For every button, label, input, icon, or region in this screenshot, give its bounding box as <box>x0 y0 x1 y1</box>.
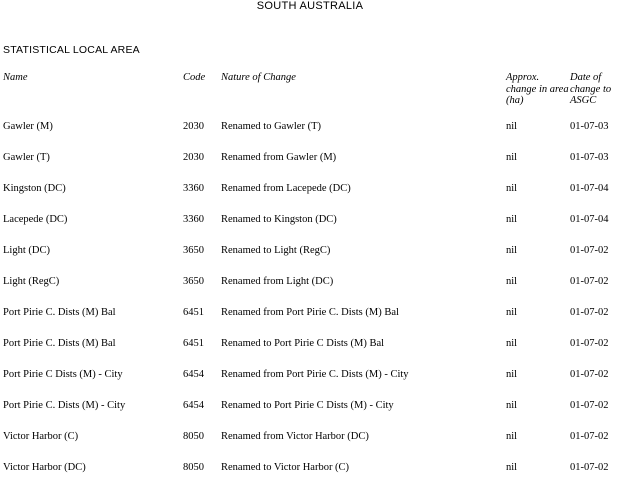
cell-date-of-change: 01-07-02 <box>570 244 609 256</box>
changes-table <box>3 72 617 493</box>
cell-date-of-change: 01-07-04 <box>570 213 609 225</box>
table-row <box>3 431 617 462</box>
cell-approx-change-in-area: nil <box>506 151 518 163</box>
column-header-date-of-change: Date of change to ASGC <box>570 72 612 106</box>
table-row <box>3 400 617 431</box>
cell-name: Port Pirie C. Dists (M) Bal <box>3 306 116 318</box>
cell-code: 3360 <box>183 213 204 225</box>
cell-code: 6451 <box>183 306 204 318</box>
cell-approx-change-in-area: nil <box>506 337 518 349</box>
cell-name: Port Pirie C. Dists (M) - City <box>3 399 126 411</box>
cell-nature-of-change: Renamed from Victor Harbor (DC) <box>221 430 369 442</box>
cell-code: 6451 <box>183 337 204 349</box>
table-row <box>3 214 617 245</box>
column-header-code: Code <box>183 72 206 83</box>
cell-name: Victor Harbor (DC) <box>3 461 86 473</box>
cell-nature-of-change: Renamed from Port Pirie C. Dists (M) Bal <box>221 306 399 318</box>
cell-date-of-change: 01-07-03 <box>570 151 609 163</box>
cell-approx-change-in-area: nil <box>506 120 518 132</box>
table-row <box>3 462 617 493</box>
cell-name: Gawler (M) <box>3 120 53 132</box>
cell-name: Light (DC) <box>3 244 50 256</box>
cell-code: 6454 <box>183 399 204 411</box>
cell-approx-change-in-area: nil <box>506 368 518 380</box>
cell-nature-of-change: Renamed to Port Pirie C Dists (M) Bal <box>221 337 385 349</box>
table-row <box>3 338 617 369</box>
cell-name: Kingston (DC) <box>3 182 66 194</box>
cell-nature-of-change: Renamed to Victor Harbor (C) <box>221 461 350 473</box>
cell-nature-of-change: Renamed from Lacepede (DC) <box>221 182 351 194</box>
cell-approx-change-in-area: nil <box>506 213 518 225</box>
table-row <box>3 369 617 400</box>
cell-date-of-change: 01-07-02 <box>570 368 609 380</box>
table-header-row <box>3 72 617 121</box>
cell-nature-of-change: Renamed from Gawler (M) <box>221 151 337 163</box>
cell-nature-of-change: Renamed to Gawler (T) <box>221 120 322 132</box>
cell-date-of-change: 01-07-02 <box>570 337 609 349</box>
cell-approx-change-in-area: nil <box>506 306 518 318</box>
cell-nature-of-change: Renamed to Kingston (DC) <box>221 213 337 225</box>
cell-approx-change-in-area: nil <box>506 182 518 194</box>
section-heading: STATISTICAL LOCAL AREA <box>3 44 140 56</box>
cell-date-of-change: 01-07-02 <box>570 399 609 411</box>
table-row <box>3 307 617 338</box>
cell-approx-change-in-area: nil <box>506 461 518 473</box>
table-row <box>3 245 617 276</box>
cell-date-of-change: 01-07-02 <box>570 306 609 318</box>
cell-nature-of-change: Renamed to Port Pirie C Dists (M) - City <box>221 399 394 411</box>
cell-name: Port Pirie C Dists (M) - City <box>3 368 123 380</box>
cell-date-of-change: 01-07-02 <box>570 275 609 287</box>
column-header-approx-change-in-area: Approx. change in area (ha) <box>506 72 569 106</box>
cell-code: 3360 <box>183 182 204 194</box>
cell-code: 3650 <box>183 244 204 256</box>
cell-name: Victor Harbor (C) <box>3 430 79 442</box>
cell-name: Gawler (T) <box>3 151 50 163</box>
cell-code: 3650 <box>183 275 204 287</box>
table-header <box>3 72 617 121</box>
cell-date-of-change: 01-07-02 <box>570 461 609 473</box>
cell-date-of-change: 01-07-03 <box>570 120 609 132</box>
column-header-name: Name <box>3 72 28 83</box>
cell-name: Light (RegC) <box>3 275 60 287</box>
cell-code: 8050 <box>183 461 204 473</box>
page-title: SOUTH AUSTRALIA <box>256 0 364 12</box>
table-row <box>3 183 617 214</box>
cell-approx-change-in-area: nil <box>506 399 518 411</box>
cell-name: Port Pirie C. Dists (M) Bal <box>3 337 116 349</box>
cell-code: 2030 <box>183 151 204 163</box>
column-header-nature-of-change: Nature of Change <box>221 72 296 83</box>
cell-code: 8050 <box>183 430 204 442</box>
table-body <box>3 121 617 493</box>
cell-name: Lacepede (DC) <box>3 213 68 225</box>
cell-nature-of-change: Renamed from Port Pirie C. Dists (M) - City <box>221 368 409 380</box>
cell-approx-change-in-area: nil <box>506 430 518 442</box>
cell-nature-of-change: Renamed from Light (DC) <box>221 275 334 287</box>
cell-date-of-change: 01-07-04 <box>570 182 609 194</box>
cell-approx-change-in-area: nil <box>506 244 518 256</box>
cell-nature-of-change: Renamed to Light (RegC) <box>221 244 331 256</box>
cell-code: 6454 <box>183 368 204 380</box>
cell-code: 2030 <box>183 120 204 132</box>
cell-date-of-change: 01-07-02 <box>570 430 609 442</box>
table-row <box>3 121 617 152</box>
table-row <box>3 276 617 307</box>
table-row <box>3 152 617 183</box>
cell-approx-change-in-area: nil <box>506 275 518 287</box>
